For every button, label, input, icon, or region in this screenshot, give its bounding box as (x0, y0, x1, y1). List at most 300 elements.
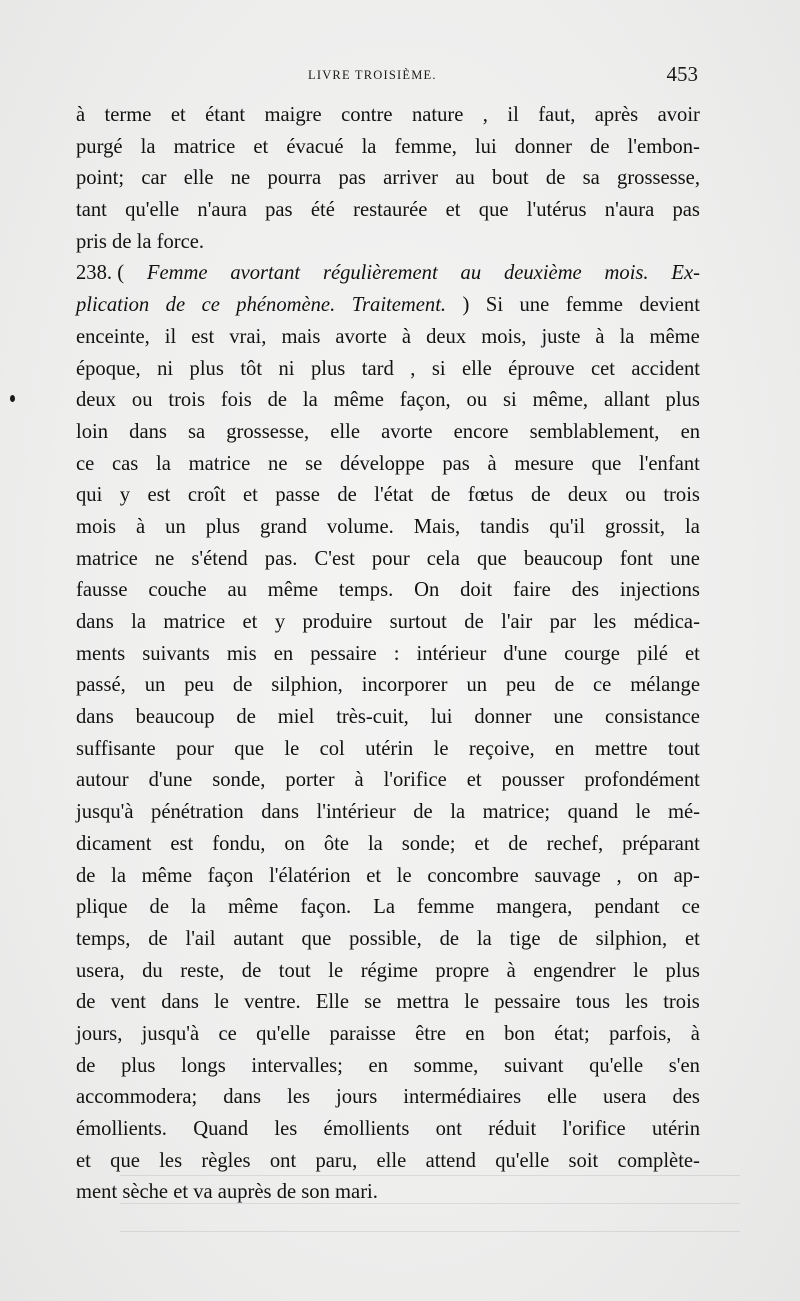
text-line (76, 227, 700, 259)
text-line (76, 670, 700, 702)
word: se (364, 991, 382, 1014)
word: accident (631, 357, 700, 380)
word: sauvage (534, 864, 601, 887)
word: la (191, 896, 206, 919)
word: vent (110, 991, 147, 1014)
word: beaucoup (135, 706, 215, 729)
word: et (684, 927, 700, 950)
word: façon (207, 864, 254, 887)
word: la (111, 864, 126, 887)
text-line (76, 987, 700, 1019)
word: plus (205, 515, 241, 538)
word: plique (76, 896, 128, 919)
word: règles (201, 1149, 251, 1172)
word: qu'elle (495, 1149, 550, 1172)
text-line (76, 163, 700, 195)
word: col (319, 737, 345, 760)
word: si (431, 357, 446, 380)
word: est (147, 484, 171, 507)
word: régulièrement (322, 262, 438, 285)
word: de (508, 832, 528, 855)
text-line (76, 797, 700, 829)
word: silphion, (271, 674, 343, 697)
word: pendant (594, 896, 660, 919)
word: utérin (651, 1118, 700, 1140)
word: régime (360, 959, 418, 982)
word: avorte (381, 420, 433, 443)
word: émollients. (76, 1118, 167, 1140)
word: même (141, 864, 192, 887)
word: de (236, 706, 256, 729)
word: elle (547, 1086, 577, 1109)
word: la (450, 801, 466, 824)
word: complète- (617, 1149, 700, 1172)
word: faut, (538, 104, 576, 126)
word: cela (426, 547, 460, 570)
word: beaucoup (523, 547, 603, 570)
word: après (594, 104, 639, 126)
word: ou (625, 484, 646, 507)
word: du (142, 959, 163, 982)
text-line (76, 861, 700, 893)
text-line (76, 1082, 700, 1114)
word: purgé (76, 135, 123, 158)
word: les (274, 1118, 298, 1140)
word: même (649, 325, 700, 348)
text-line (76, 290, 700, 322)
word: au (460, 262, 482, 285)
word: s'en (668, 1054, 700, 1077)
word: ne (154, 547, 175, 570)
word: ni (157, 357, 174, 380)
word: plus (310, 357, 346, 380)
word: le (464, 991, 480, 1014)
text-line (76, 258, 700, 290)
word: d'une (148, 769, 193, 792)
word: , (616, 864, 622, 887)
word: temps, (76, 927, 131, 950)
word: grossesse, (226, 420, 310, 443)
word: pousser (501, 769, 565, 792)
word: tôt (240, 357, 263, 380)
text-line (76, 132, 700, 164)
word: cet (590, 357, 615, 380)
word: plication (76, 294, 150, 317)
word: le (328, 959, 344, 982)
word: et (76, 1149, 91, 1172)
word: ment sèche et va auprès de son mari. (76, 1181, 378, 1204)
word: suivants (142, 642, 210, 665)
word: pourra (267, 167, 322, 190)
word: de (439, 927, 460, 950)
word: si (503, 389, 517, 412)
word: grand (260, 515, 307, 538)
word: ce (593, 674, 612, 697)
text-line (76, 1019, 700, 1051)
word: très-cuit, (336, 706, 409, 729)
word: de (76, 864, 96, 887)
word: tandis (480, 515, 530, 538)
word: matrice (163, 611, 226, 633)
word: mis (226, 642, 257, 665)
word: attend (425, 1149, 476, 1172)
word: produire (302, 611, 373, 633)
text-line (76, 195, 700, 227)
word: point; (76, 167, 125, 190)
word: médica- (633, 611, 700, 633)
word: de (464, 611, 484, 633)
word: matrice; (482, 801, 551, 824)
word: la (619, 325, 635, 348)
text-line (76, 639, 700, 671)
word: utérin (365, 737, 414, 760)
word: grossit, (604, 515, 666, 538)
text-line (76, 892, 700, 924)
text-line (76, 417, 700, 449)
word: que (478, 199, 509, 222)
word: étant (205, 104, 246, 126)
word: soit (568, 1149, 599, 1172)
word: même (333, 389, 384, 412)
text-line (76, 956, 700, 988)
word: faire (513, 579, 551, 602)
word: l'embon- (627, 135, 700, 158)
word: matrice (188, 452, 251, 475)
word: tard (361, 357, 394, 380)
word: il (507, 104, 519, 126)
page-number: 453 (666, 62, 698, 86)
word: dans (76, 611, 114, 633)
word: quand (567, 801, 618, 824)
word: se (305, 452, 323, 475)
word: contre (341, 104, 393, 126)
word: mettra (396, 991, 450, 1014)
word: : (393, 642, 400, 665)
text-line (76, 702, 700, 734)
word: injections (619, 579, 700, 602)
word: plus (665, 389, 700, 412)
word: de (148, 927, 168, 950)
word: au (227, 579, 247, 602)
word: à (401, 325, 412, 348)
word: peu (184, 674, 214, 697)
word: autant (233, 927, 284, 950)
word: des (571, 579, 600, 602)
word: la (131, 611, 147, 633)
word: la (476, 927, 492, 950)
text-line (76, 765, 700, 797)
text-line (76, 575, 700, 607)
word: qu'elle (256, 1022, 311, 1045)
word: bon (504, 1022, 535, 1045)
word: dans (76, 706, 114, 729)
word: et (243, 484, 258, 507)
word: évacué (286, 135, 344, 158)
word: que (110, 1149, 140, 1172)
word: propre (435, 959, 490, 982)
word: à (690, 1022, 700, 1045)
word: émollients (323, 1118, 410, 1140)
page-header (76, 62, 700, 92)
word: tout (667, 737, 700, 760)
word: et (685, 642, 700, 665)
word: paru, (315, 1149, 358, 1172)
text-line (76, 829, 700, 861)
word: femme (565, 294, 623, 317)
word: pessaire (310, 642, 377, 665)
word: allant (603, 389, 650, 412)
text-line (76, 354, 700, 386)
word: sonde; (401, 832, 456, 855)
word: possible, (349, 927, 422, 950)
word: de (241, 959, 262, 982)
text-line (76, 607, 700, 639)
word: cas (111, 452, 139, 475)
word: Femme (146, 262, 208, 285)
word: de (590, 135, 610, 158)
word: matrice (173, 135, 236, 158)
word: l'air (501, 611, 533, 633)
word: Mais, (413, 515, 461, 538)
word: grossesse, (617, 167, 700, 190)
word: avoir (657, 104, 700, 126)
word: en (680, 420, 700, 443)
word: qu'elle (125, 199, 180, 222)
word: accommodera; (76, 1086, 198, 1109)
word: Elle (315, 991, 350, 1014)
word: fœtus (467, 484, 514, 507)
text-line (76, 1146, 700, 1178)
word: époque, (76, 357, 141, 380)
word: elle (183, 167, 214, 190)
word: façon. (300, 896, 352, 919)
word: une (519, 294, 550, 317)
word: y (274, 611, 286, 633)
word: passe (275, 484, 320, 507)
word: volume. (326, 515, 394, 538)
word: arriver (383, 167, 439, 190)
word: intérieur (416, 642, 487, 665)
word: car (141, 167, 167, 190)
word: fondu, (212, 832, 266, 855)
word: un (144, 674, 166, 697)
word: plus (121, 1054, 156, 1077)
word: par (549, 611, 576, 633)
word: dans (223, 1086, 262, 1109)
word: l'utérus (526, 199, 587, 222)
word: été (310, 199, 335, 222)
word: être (415, 1022, 446, 1045)
word: suffisante (76, 737, 156, 760)
word: pas (265, 199, 293, 222)
text-line (76, 512, 700, 544)
word: l'intérieur (316, 801, 396, 824)
word: même (227, 896, 279, 919)
word: parfois, (609, 1022, 672, 1045)
word: pour (371, 547, 410, 570)
word: engendrer (533, 959, 616, 982)
word: lui (430, 706, 453, 729)
word: état; (554, 1022, 590, 1045)
word: fois (220, 389, 252, 412)
word: paraisse (329, 1022, 396, 1045)
word: l'orifice (562, 1118, 626, 1140)
word: au (455, 167, 475, 190)
word: 238. ( (76, 262, 125, 285)
word: à (354, 769, 364, 792)
word: vrai, (229, 325, 267, 348)
word: de (165, 294, 186, 317)
word: sa (582, 167, 600, 190)
word: jours (336, 1086, 378, 1109)
word: les (593, 611, 617, 633)
word: ce (681, 896, 700, 919)
word: pris de la force. (76, 230, 205, 253)
word: que (234, 737, 264, 760)
word: mettre (594, 737, 648, 760)
word: passé, (76, 674, 126, 697)
word: Ex- (671, 262, 700, 285)
word: la (155, 452, 171, 475)
word: mélange (630, 674, 700, 697)
word: femme (417, 896, 475, 919)
word: et (445, 199, 461, 222)
word: plus (665, 959, 700, 982)
word: couche (148, 579, 207, 602)
word: de (545, 167, 566, 190)
word: dans (261, 801, 299, 824)
word: éprouve (508, 357, 575, 380)
word: la (302, 389, 318, 412)
word: ôte (323, 832, 350, 855)
word: Quand (193, 1118, 249, 1140)
word: en (368, 1054, 388, 1077)
text-line (76, 322, 700, 354)
word: et (170, 104, 186, 126)
word: lui (474, 135, 497, 158)
word: à (76, 104, 86, 126)
word: surtout (389, 611, 447, 633)
word: en (555, 737, 575, 760)
word: de (558, 927, 578, 950)
word: en (465, 1022, 485, 1045)
word: même, (532, 389, 589, 412)
word: pas. (264, 547, 298, 570)
word: ap- (673, 864, 700, 887)
text-line (76, 1114, 700, 1146)
word: maigre (264, 104, 322, 126)
word: que (477, 547, 507, 570)
text-line (76, 544, 700, 576)
word: restaurée (353, 199, 428, 222)
word: pas (672, 199, 700, 222)
word: la (140, 135, 156, 158)
word: deux (567, 484, 608, 507)
word: font (619, 547, 654, 570)
word: dans (129, 420, 167, 443)
word: l'élatérion (269, 864, 351, 887)
word: sonde, (212, 769, 266, 792)
text-line (76, 1177, 700, 1209)
word: tout (278, 959, 311, 982)
word: loin (76, 420, 109, 443)
word: donner (474, 706, 532, 729)
word: qu'il (549, 515, 585, 538)
running-title: LIVRE TROISIÈME. (308, 68, 437, 82)
word: est (170, 832, 194, 855)
word: elle (330, 420, 361, 443)
word: une (670, 547, 700, 570)
word: deux (426, 325, 467, 348)
word: ou (131, 389, 153, 412)
word: façon, (399, 389, 451, 412)
word: les (287, 1086, 310, 1109)
word: un (165, 515, 186, 538)
word: pas (338, 167, 366, 190)
word: de (554, 674, 575, 697)
word: suivant (503, 1054, 564, 1077)
word: ou (466, 389, 488, 412)
word: intermédiaires (403, 1086, 522, 1109)
word: dicament (76, 832, 152, 855)
word: de (430, 484, 451, 507)
word: matrice (76, 547, 138, 570)
word: deuxième (503, 262, 582, 285)
word: ne (268, 452, 288, 475)
text-line (76, 480, 700, 512)
word: il (164, 325, 177, 348)
word: mesure (514, 452, 574, 475)
word: ments (76, 642, 126, 665)
word: doit (460, 579, 493, 602)
word: qui (76, 484, 103, 507)
word: le (284, 737, 300, 760)
word: les (625, 991, 649, 1014)
word: La (373, 896, 395, 919)
word: peu (505, 674, 536, 697)
word: fausse (76, 579, 128, 602)
word: plus (189, 357, 224, 380)
word: miel (277, 706, 315, 729)
word: longs (181, 1054, 226, 1077)
word: le (433, 737, 449, 760)
word: y (119, 484, 131, 507)
text-line (76, 385, 700, 417)
word: à (595, 325, 605, 348)
word: mois, (481, 325, 527, 348)
word: trois (663, 991, 700, 1014)
word: usera, (76, 959, 125, 982)
word: à (487, 452, 497, 475)
word: de (232, 674, 253, 697)
word: tant (76, 199, 107, 222)
word: femme, (394, 135, 457, 158)
word: juste (541, 325, 581, 348)
word: profondément (584, 769, 700, 792)
ink-speck (10, 395, 15, 402)
word: et (242, 611, 258, 633)
word: porter (285, 769, 335, 792)
word: l'enfant (638, 452, 700, 475)
word: de (149, 896, 169, 919)
word: semblablement, (529, 420, 660, 443)
word: intervalles; (251, 1054, 343, 1077)
word: reste, (180, 959, 225, 982)
word: pénétration (151, 801, 244, 824)
word: à (136, 515, 146, 538)
word: en (273, 642, 294, 665)
word: le (214, 991, 229, 1014)
